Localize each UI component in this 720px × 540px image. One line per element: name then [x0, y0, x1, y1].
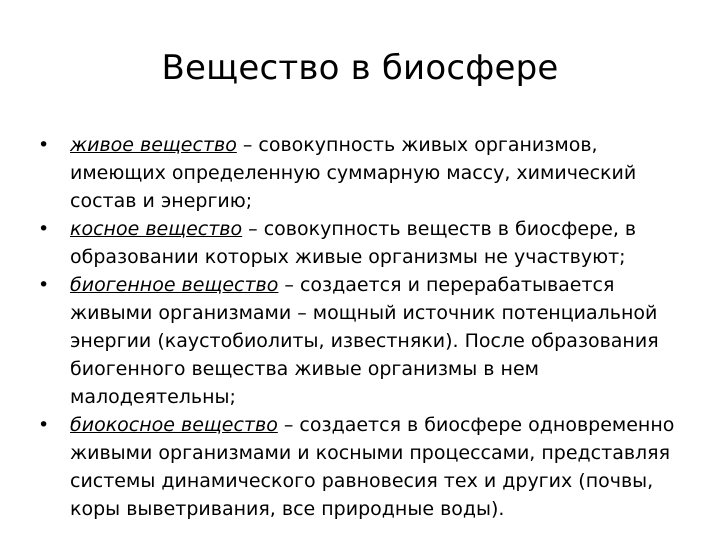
definition-living-matter: – совокупность живых организмов, имеющих определенную суммарную массу, химический состав и энергию;: [70, 134, 637, 212]
definition-biogenic-matter: – создается и перерабатывается живыми организмами – мощный источник потенциальной энергии (каустобиолиты, известняки). После образования биогенного вещества живые организмы в нем малодеятельны;: [70, 274, 659, 408]
bullet-icon: •: [38, 414, 50, 436]
term-living-matter: живое вещество: [70, 134, 237, 156]
term-bioinert-matter: биокосное вещество: [70, 414, 278, 436]
term-biogenic-matter: биогенное вещество: [70, 274, 279, 296]
bullet-icon: •: [38, 134, 50, 156]
bullet-item-inert-matter: [36, 215, 692, 271]
term-inert-matter: косное вещество: [70, 218, 243, 240]
definition-inert-matter: – совокупность веществ в биосфере, в образовании которых живые организмы не участвуют;: [70, 218, 637, 268]
definition-bioinert-matter: – создается в биосфере одновременно живыми организмами и косными процессами, представляя системы динамического равновесия тех и других (почвы, коры выветривания, все природные воды).: [70, 414, 675, 520]
bullet-icon: •: [38, 218, 50, 240]
bullet-icon: •: [38, 274, 50, 296]
bullet-item-bioinert-matter: [36, 411, 692, 523]
slide-title: Вещество в биосфере: [161, 48, 559, 88]
bullet-list: [36, 131, 692, 523]
bullet-item-living-matter: [36, 131, 692, 215]
bullet-item-biogenic-matter: [36, 271, 692, 411]
